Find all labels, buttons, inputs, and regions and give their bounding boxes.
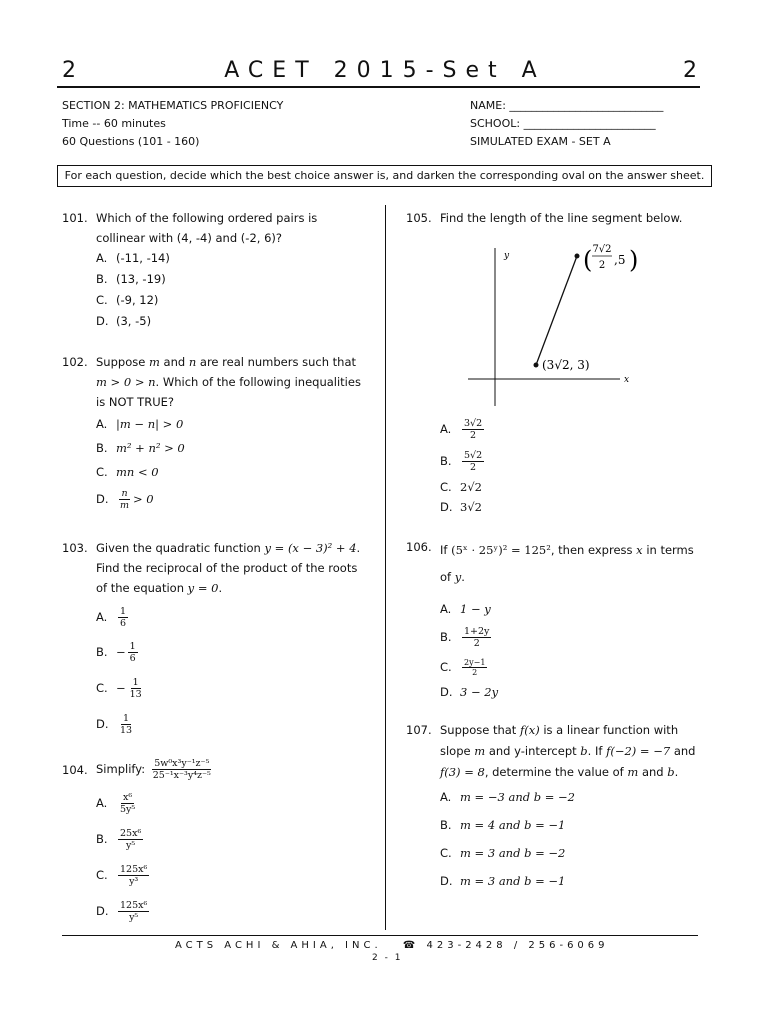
option-b: B. (13, -19) — [96, 272, 166, 286]
option-c: C. − $\frac{1}{13}$ — [96, 676, 142, 700]
option-c: C. $\frac{\text{125x⁶}}{\text{y³}}$ — [96, 863, 148, 887]
option-c: C. mn < 0 — [96, 465, 159, 479]
option-b: B. m = 4 and b = −1 — [440, 818, 566, 832]
name-field: NAME: ____________________________ — [470, 99, 664, 112]
option-c: C. $\frac{2y-1}{2}$ — [440, 657, 486, 677]
option-c: C. 2√2 — [440, 480, 482, 494]
question-105 — [406, 208, 706, 228]
question-107 — [406, 720, 706, 895]
section-info — [62, 97, 283, 151]
option-a: A. $\frac{\text{x⁶}}{\text{5y⁵}}$ — [96, 791, 136, 815]
option-d: D. 3 − 2y — [440, 685, 499, 699]
question-104 — [62, 758, 367, 929]
footer — [175, 940, 609, 951]
point-end-den: 2 — [598, 260, 606, 271]
option-a: A. |m − n| > 0 — [96, 417, 184, 431]
header-left-number: 2 — [62, 58, 78, 83]
option-b: B. m² + n² > 0 — [96, 441, 185, 455]
question-106 — [406, 537, 706, 703]
point-end-paren-right: ) — [629, 246, 639, 274]
column-divider — [385, 205, 386, 930]
header-rule — [57, 86, 700, 88]
option-d: D. (3, -5) — [96, 314, 152, 328]
option-b: B. $\frac{1+2y}{2}$ — [440, 625, 490, 649]
time-limit: Time -- 60 minutes — [62, 117, 166, 130]
option-d: D. $\frac{n}{m}$ > 0 — [96, 487, 154, 511]
page-number: 2 - 1 — [372, 953, 403, 963]
question-number: 104. — [62, 762, 88, 777]
point-start — [534, 363, 539, 368]
header-title: ACET 2015-Set A — [224, 58, 546, 83]
question-105-options — [440, 413, 700, 517]
header-right-number: 2 — [683, 58, 699, 83]
exam-label: SIMULATED EXAM - SET A — [470, 135, 611, 148]
question-101 — [62, 208, 367, 332]
instructions-box: For each question, decide which the best choice answer is, and darken the corresponding oval on the answer sheet. — [57, 165, 712, 187]
point-end-tail: ,5 — [614, 253, 626, 267]
option-a: A. m = −3 and b = −2 — [440, 790, 575, 804]
line-segment — [536, 256, 577, 365]
option-b: B. $\frac{5√2}{2}$ — [440, 449, 483, 473]
option-b: B. − $\frac{1}{6}$ — [96, 640, 136, 664]
question-103 — [62, 538, 367, 742]
school-field: SCHOOL: ________________________ — [470, 117, 656, 130]
student-info — [470, 97, 663, 151]
question-number: 101. — [62, 211, 88, 225]
question-102 — [62, 352, 367, 514]
x-axis-label: x — [624, 375, 630, 385]
question-stem: Find the length of the line segment below. — [440, 211, 683, 225]
point-start-label: (3√2, 3) — [542, 358, 590, 372]
option-a: A. 1 − y — [440, 602, 491, 616]
option-c: C. (-9, 12) — [96, 293, 159, 307]
point-end — [575, 254, 580, 259]
question-count: 60 Questions (101 - 160) — [62, 135, 200, 148]
company-name: ACTS ACHI & AHIA, INC. — [175, 940, 382, 951]
option-a: A. $\frac{3√2}{2}$ — [440, 417, 483, 441]
point-end-num: 7√2 — [592, 244, 612, 255]
option-a: A. $\frac{1}{6}$ — [96, 605, 127, 629]
question-stem: Suppose m and n are real numbers such that m > 0 > n. Which of the following inequalities is NOT TRUE? — [96, 355, 361, 409]
question-number: 103. — [62, 541, 88, 555]
option-d: D. m = 3 and b = −1 — [440, 874, 566, 888]
question-number: 102. — [62, 355, 88, 369]
question-number: 105. — [406, 211, 432, 225]
question-number: 107. — [406, 723, 432, 737]
question-stem: If (5ˣ · 25ʸ)² = 125², then express x in terms of y. — [440, 543, 694, 584]
option-b: B. $\frac{\text{25x⁶}}{\text{y⁵}}$ — [96, 827, 142, 851]
question-stem: Suppose that f(x) is a linear function with slope m and y-intercept b. If f(−2) = −7 and f(3) = 8, determine the value of m and b. — [440, 723, 696, 779]
phone-icon: ☎ — [402, 940, 420, 951]
question-stem: Simplify: $\frac{\text{5w⁰x³y⁻¹z⁻⁵}}{\text{25⁻¹x⁻³y⁴z⁻⁵}}$ — [96, 758, 211, 781]
line-segment-graph — [460, 238, 660, 410]
y-axis-label: y — [504, 251, 510, 261]
section-title: SECTION 2: MATHEMATICS PROFICIENCY — [62, 99, 284, 112]
option-a: A. (-11, -14) — [96, 251, 170, 265]
footer-rule — [62, 935, 698, 936]
option-d: D. $\frac{\text{125x⁶}}{\text{y⁵}}$ — [96, 899, 148, 923]
question-number: 106. — [406, 540, 432, 554]
question-stem: Which of the following ordered pairs is collinear with (4, -4) and (-2, 6)? — [96, 211, 318, 245]
point-end-paren-left: ( — [583, 246, 593, 274]
option-d: D. $\frac{1}{13}$ — [96, 712, 133, 736]
option-d: D. 3√2 — [440, 500, 482, 514]
question-stem: Given the quadratic function y = (x − 3)² + 4. Find the reciprocal of the product of the roots of the equation y = 0. — [96, 541, 361, 595]
phone-numbers: 423-2428 / 256-6069 — [426, 940, 609, 951]
option-c: C. m = 3 and b = −2 — [440, 846, 566, 860]
